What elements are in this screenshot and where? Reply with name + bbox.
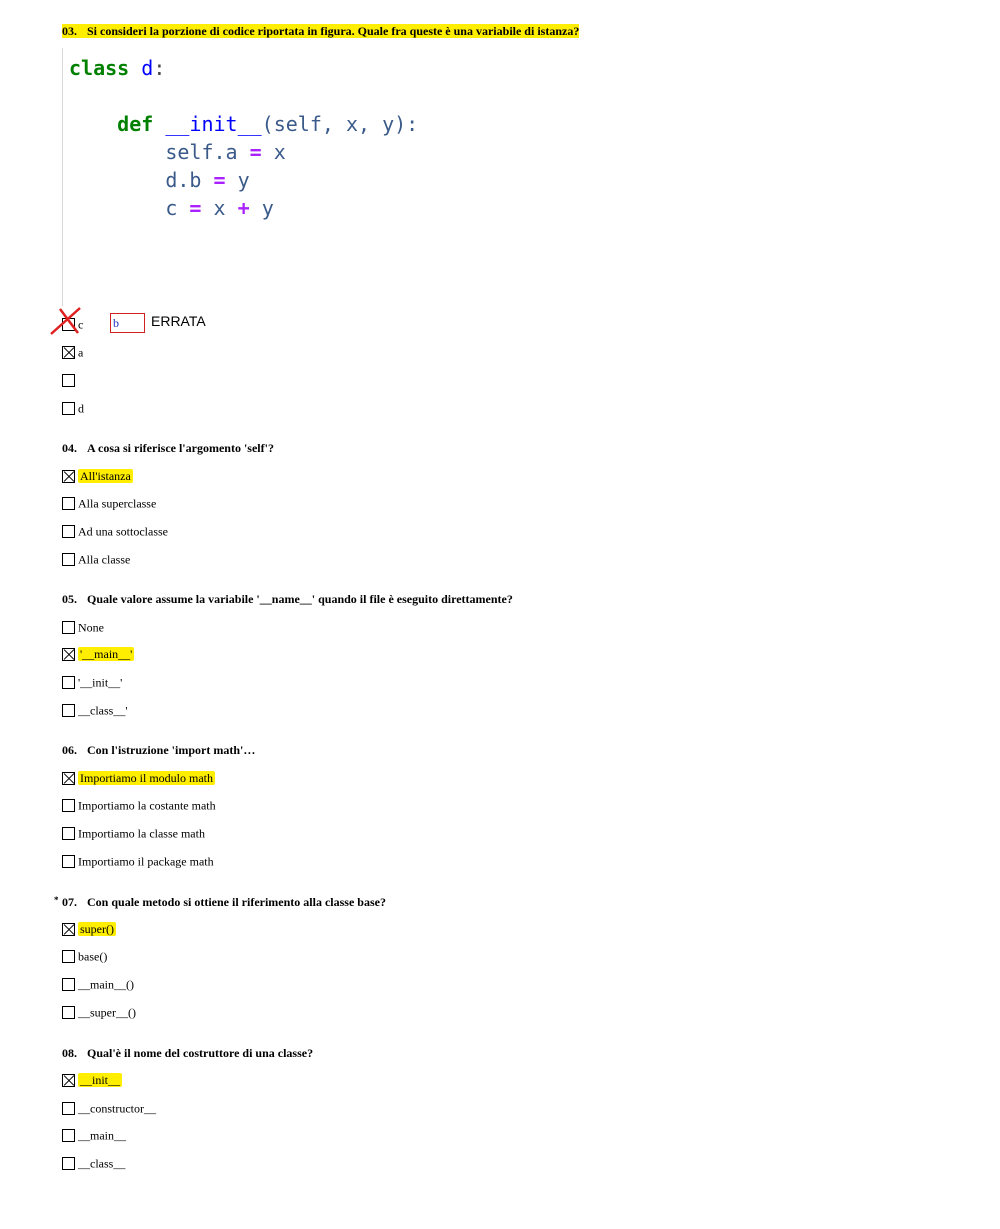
errata-label: ERRATA bbox=[151, 313, 206, 329]
q05-option-1[interactable]: None bbox=[62, 618, 104, 634]
checkbox-checked[interactable] bbox=[62, 1074, 75, 1087]
q03-option-4[interactable]: d bbox=[62, 399, 84, 415]
checkbox[interactable] bbox=[62, 676, 75, 689]
question-marker: * bbox=[54, 895, 59, 905]
checkbox[interactable] bbox=[62, 1006, 75, 1019]
q06-option-2[interactable]: Importiamo la costante math bbox=[62, 796, 216, 812]
question-03-title: 03. Si consideri la porzione di codice riportata in figura. Quale fra queste è una variabile di istanza? bbox=[62, 24, 580, 38]
q08-option-2[interactable]: __constructor__ bbox=[62, 1099, 156, 1115]
q03-option-1[interactable]: c bbox=[62, 315, 83, 331]
q05-option-3[interactable]: '__init__' bbox=[62, 673, 122, 689]
question-07-title: * 07. Con quale metodo si ottiene il riferimento alla classe base? bbox=[54, 895, 386, 909]
q07-option-3[interactable]: __main__() bbox=[62, 975, 134, 991]
checkbox[interactable] bbox=[62, 1102, 75, 1115]
checkbox[interactable] bbox=[62, 799, 75, 812]
checkbox[interactable] bbox=[62, 704, 75, 717]
q06-option-4[interactable]: Importiamo il package math bbox=[62, 852, 214, 868]
question-06-title: 06. Con l'istruzione 'import math'… bbox=[62, 743, 256, 757]
checkbox-checked[interactable] bbox=[62, 470, 75, 483]
checkbox[interactable] bbox=[62, 978, 75, 991]
q04-option-1[interactable]: All'istanza bbox=[62, 467, 133, 483]
q04-option-4[interactable]: Alla classe bbox=[62, 550, 130, 566]
checkbox[interactable] bbox=[62, 950, 75, 963]
checkbox-checked[interactable] bbox=[62, 923, 75, 936]
checkbox-checked[interactable] bbox=[62, 346, 75, 359]
checkbox[interactable] bbox=[62, 1129, 75, 1142]
checkbox[interactable] bbox=[62, 525, 75, 538]
q06-option-1[interactable]: Importiamo il modulo math bbox=[62, 769, 215, 785]
code-figure: class d: def __init__(self, x, y): self.a = x d.b = y c = x + y bbox=[62, 48, 483, 306]
correct-answer-box: b bbox=[110, 313, 145, 333]
question-05-title: 05. Quale valore assume la variabile '__name__' quando il file è eseguito direttamente? bbox=[62, 592, 513, 606]
checkbox[interactable] bbox=[62, 621, 75, 634]
q07-option-1[interactable]: super() bbox=[62, 920, 116, 936]
checkbox[interactable] bbox=[62, 553, 75, 566]
q04-option-2[interactable]: Alla superclasse bbox=[62, 494, 156, 510]
q08-option-3[interactable]: __main__ bbox=[62, 1126, 126, 1142]
q05-option-4[interactable]: __class__' bbox=[62, 701, 128, 717]
checkbox[interactable] bbox=[62, 1157, 75, 1170]
wrong-mark-icon bbox=[48, 306, 84, 336]
q08-option-1[interactable]: __init__ bbox=[62, 1071, 122, 1087]
question-08-title: 08. Qual'è il nome del costruttore di una classe? bbox=[62, 1046, 314, 1060]
q03-option-2[interactable]: a bbox=[62, 343, 83, 359]
checkbox[interactable] bbox=[62, 827, 75, 840]
q03-option-3[interactable] bbox=[62, 371, 78, 387]
checkbox[interactable] bbox=[62, 855, 75, 868]
q07-option-2[interactable]: base() bbox=[62, 947, 107, 963]
q07-option-4[interactable]: __super__() bbox=[62, 1003, 136, 1019]
q08-option-4[interactable]: __class__ bbox=[62, 1154, 125, 1170]
checkbox-checked[interactable] bbox=[62, 772, 75, 785]
question-04-title: 04. A cosa si riferisce l'argomento 'self'? bbox=[62, 441, 274, 455]
checkbox-checked[interactable] bbox=[62, 648, 75, 661]
checkbox[interactable] bbox=[62, 402, 75, 415]
checkbox[interactable] bbox=[62, 497, 75, 510]
q04-option-3[interactable]: Ad una sottoclasse bbox=[62, 522, 168, 538]
q06-option-3[interactable]: Importiamo la classe math bbox=[62, 824, 205, 840]
checkbox[interactable] bbox=[62, 374, 75, 387]
q05-option-2[interactable]: '__main__' bbox=[62, 645, 134, 661]
